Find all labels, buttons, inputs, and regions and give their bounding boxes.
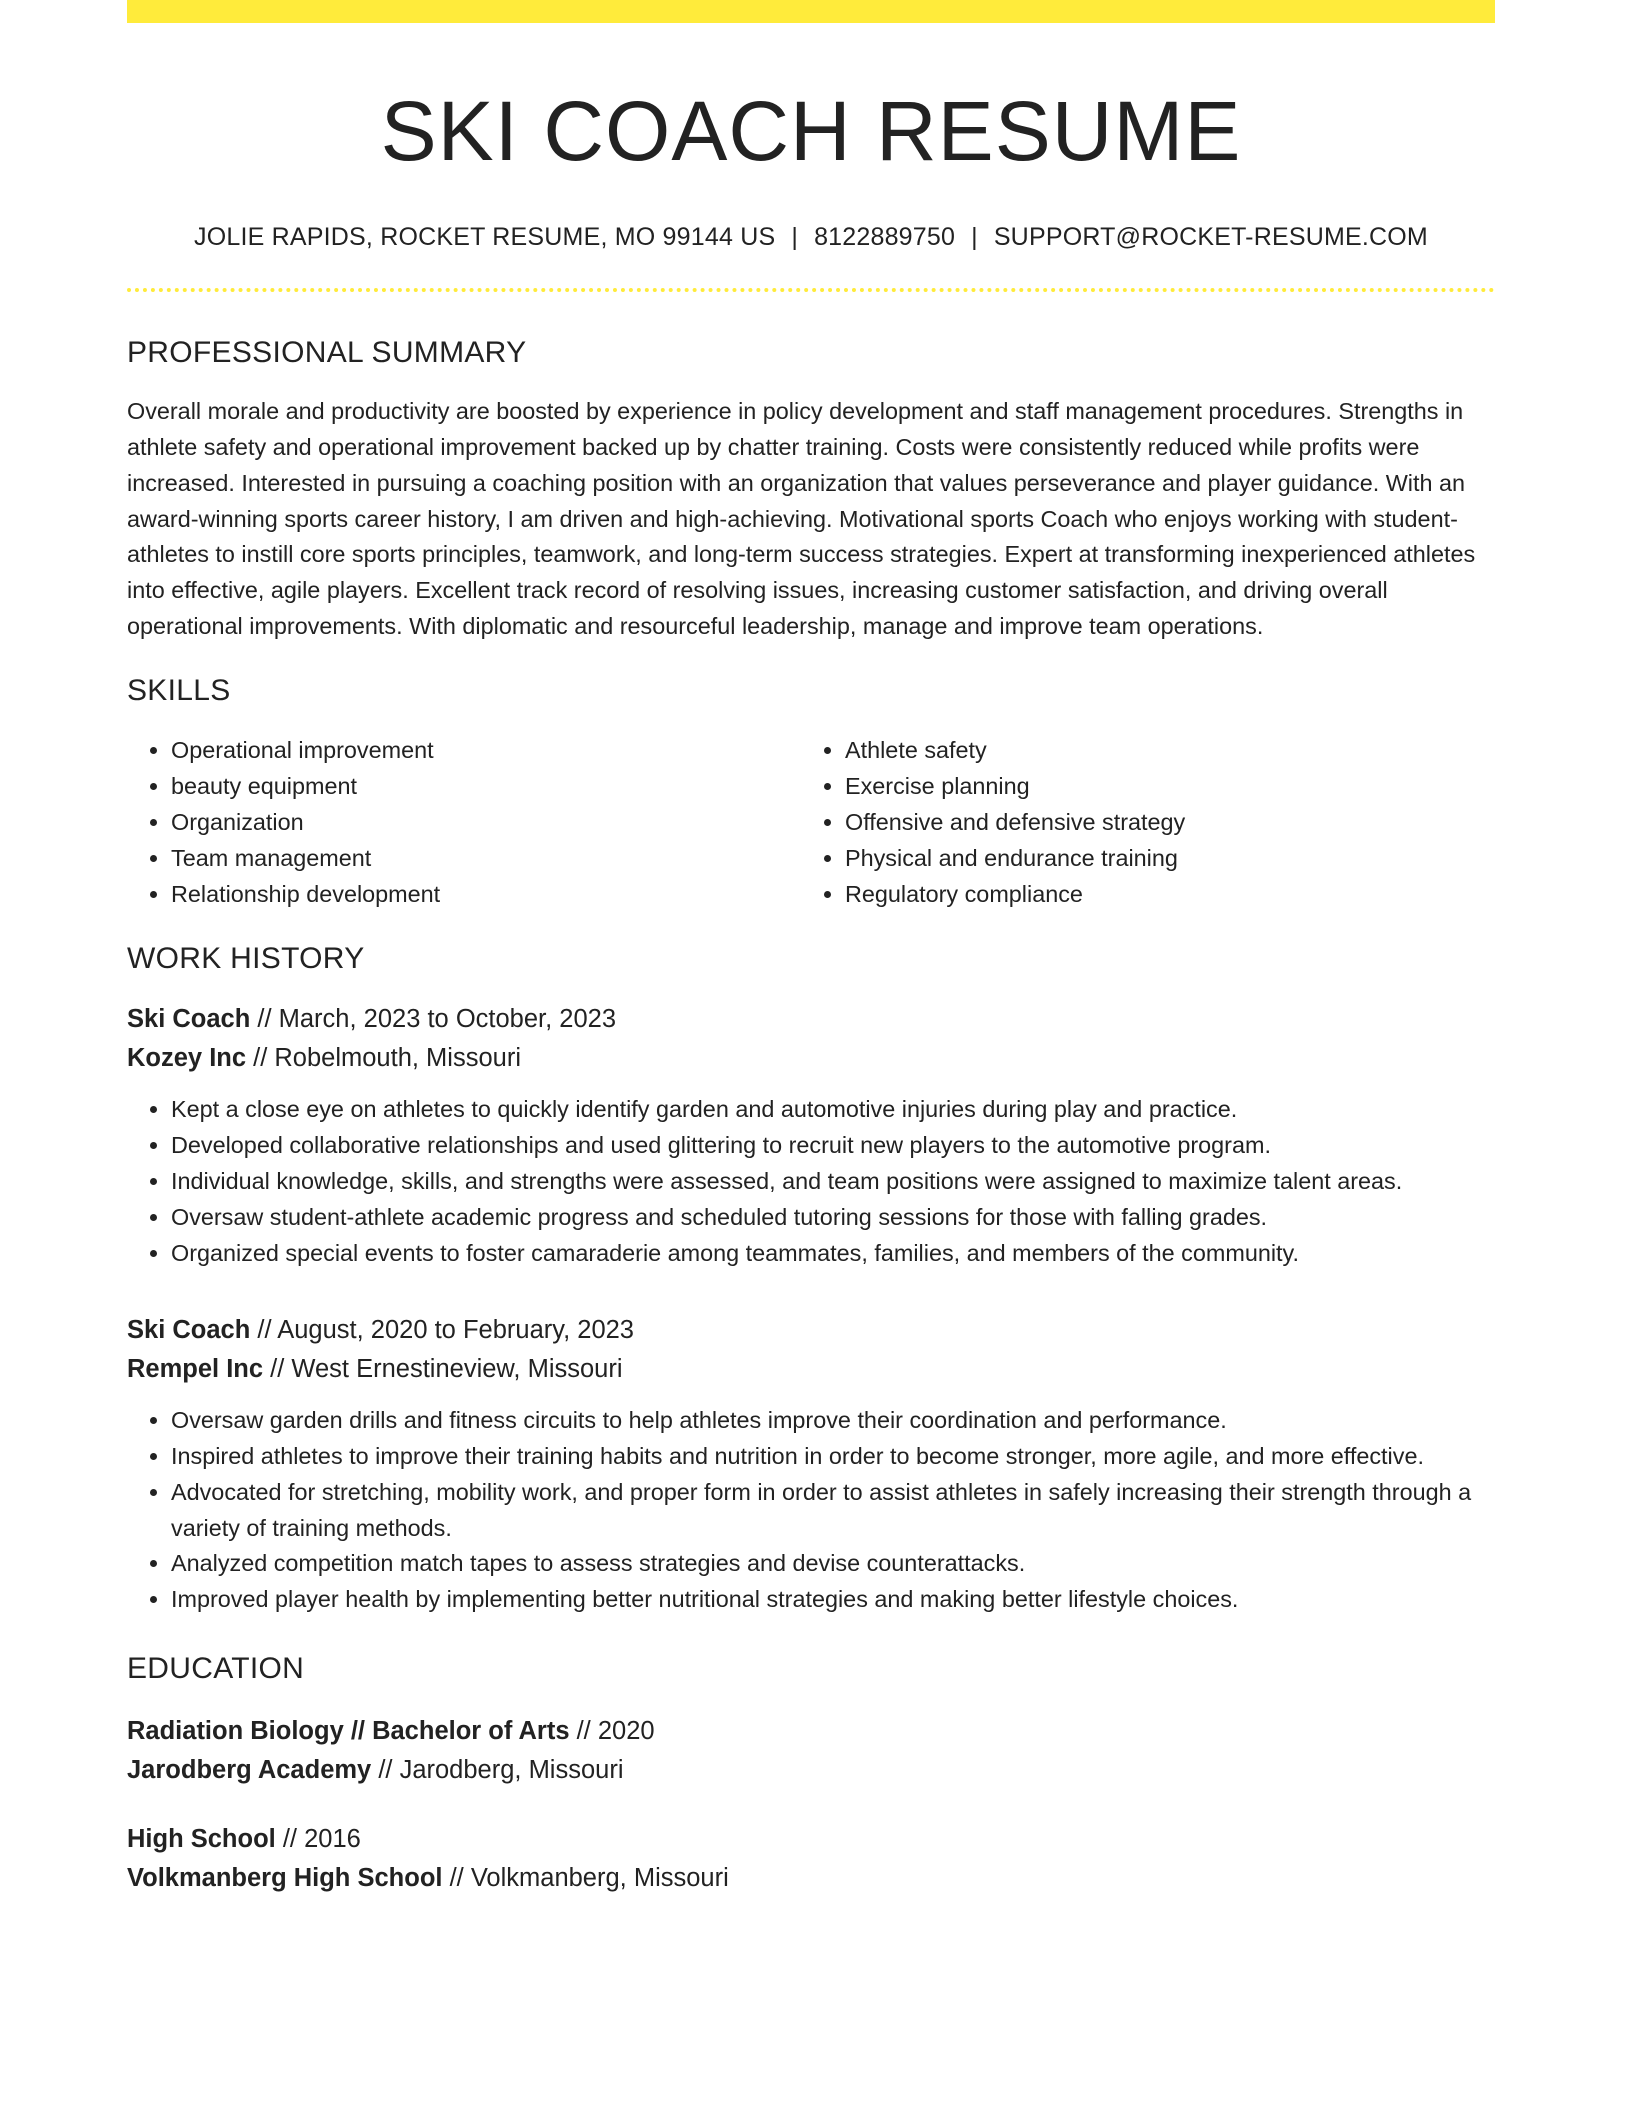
work-history-heading: WORK HISTORY [127, 942, 365, 976]
resume-page [127, 0, 1495, 1898]
job-bullet: • Oversaw student-athlete academic progress and scheduled tutoring sessions for those with falling grades. [171, 1200, 1495, 1236]
education-heading: EDUCATION [127, 1652, 305, 1686]
job-bullet: • Advocated for stretching, mobility work, and proper form in order to assist athletes in safely increasing their strength through a variety of training methods. [171, 1475, 1495, 1547]
education-degree: Radiation Biology // Bachelor of Arts [127, 1717, 570, 1746]
education-entry [127, 1820, 1495, 1898]
education-degree: High School [127, 1825, 276, 1854]
top-accent-bar [127, 0, 1495, 23]
skills-heading: SKILLS [127, 674, 231, 708]
dotted-divider [127, 288, 1495, 292]
skill-item: • Exercise planning [845, 768, 1475, 804]
education-degree-line [127, 1712, 1495, 1751]
skill-item: • beauty equipment [171, 768, 801, 804]
education-school: Jarodberg Academy [127, 1756, 372, 1785]
education-location: // Jarodberg, Missouri [371, 1756, 624, 1785]
skill-item: • Regulatory compliance [845, 876, 1475, 912]
education-entry [127, 1712, 1495, 1790]
contact-line [127, 223, 1495, 252]
job-role: Ski Coach [127, 1005, 251, 1034]
contact-email: SUPPORT@ROCKET-RESUME.COM [993, 223, 1428, 252]
job-dates: // August, 2020 to February, 2023 [250, 1316, 634, 1345]
job-bullet: • Kept a close eye on athletes to quickly identify garden and automotive injuries during play and practice. [171, 1092, 1495, 1128]
education-school-line [127, 1751, 1495, 1790]
contact-separator: | [791, 223, 799, 252]
job-dates: // March, 2023 to October, 2023 [250, 1005, 617, 1034]
skill-item: • Operational improvement [171, 732, 801, 768]
resume-title: SKI COACH RESUME [380, 84, 1242, 178]
contact-phone: 8122889750 [814, 223, 956, 252]
skill-item: • Athlete safety [845, 732, 1475, 768]
job-bullet: • Inspired athletes to improve their training habits and nutrition in order to become stronger, more agile, and more effective. [171, 1439, 1495, 1475]
education-school: Volkmanberg High School [127, 1864, 443, 1893]
job-bullets [127, 1403, 1495, 1618]
job-entry [127, 1311, 1495, 1618]
skill-item: • Offensive and defensive strategy [845, 804, 1475, 840]
education-school-line [127, 1859, 1495, 1898]
skills-column-left [127, 732, 801, 912]
job-role-line [127, 1000, 1495, 1039]
education-location: // Volkmanberg, Missouri [442, 1864, 729, 1893]
job-entry [127, 1000, 1495, 1271]
job-role-line [127, 1311, 1495, 1350]
skills-list [127, 732, 1495, 912]
education-degree-line [127, 1820, 1495, 1859]
job-location: // West Ernestineview, Missouri [263, 1355, 623, 1384]
skill-item: • Relationship development [171, 876, 801, 912]
skill-item: • Physical and endurance training [845, 840, 1475, 876]
job-company-line [127, 1039, 1495, 1078]
skill-item: • Team management [171, 840, 801, 876]
job-bullets [127, 1092, 1495, 1271]
job-location: // Robelmouth, Missouri [246, 1044, 521, 1073]
skills-column-right [801, 732, 1475, 912]
education-year: // 2016 [275, 1825, 361, 1854]
education-year: // 2020 [569, 1717, 655, 1746]
job-bullet: • Analyzed competition match tapes to assess strategies and devise counterattacks. [171, 1546, 1495, 1582]
summary-text: Overall morale and productivity are boosted by experience in policy development and staff management procedures. Strengths in athlete safety and operational improvement backed up by chatter training. Costs were consistently reduced while profits were increased. Interested in pursuing a coaching position with an organization that values perseverance and player guidance. With an award-winning sports career history, I am driven and high-achieving. Motivational sports Coach who enjoys working with student-athletes to instill core sports principles, teamwork, and long-term success strategies. Expert at transforming inexperienced athletes into effective, agile players. Excellent track record of resolving issues, increasing customer satisfaction, and driving overall operational improvements. With diplomatic and resourceful leadership, manage and improve team operations. [127, 398, 1476, 639]
job-bullet: • Organized special events to foster camaraderie among teammates, families, and members of the community. [171, 1236, 1495, 1272]
contact-address: JOLIE RAPIDS, ROCKET RESUME, MO 99144 US [194, 223, 776, 252]
job-company: Rempel Inc [127, 1355, 264, 1384]
job-company-line [127, 1350, 1495, 1389]
job-bullet: • Improved player health by implementing better nutritional strategies and making better lifestyle choices. [171, 1582, 1495, 1618]
job-bullet: • Oversaw garden drills and fitness circuits to help athletes improve their coordination and performance. [171, 1403, 1495, 1439]
job-company: Kozey Inc [127, 1044, 247, 1073]
job-bullet: • Developed collaborative relationships and used glittering to recruit new players to the automotive program. [171, 1128, 1495, 1164]
job-role: Ski Coach [127, 1316, 251, 1345]
contact-separator: | [971, 223, 978, 252]
skill-item: • Organization [171, 804, 801, 840]
summary-heading: PROFESSIONAL SUMMARY [127, 336, 527, 370]
job-bullet: • Individual knowledge, skills, and strengths were assessed, and team positions were assigned to maximize talent areas. [171, 1164, 1495, 1200]
